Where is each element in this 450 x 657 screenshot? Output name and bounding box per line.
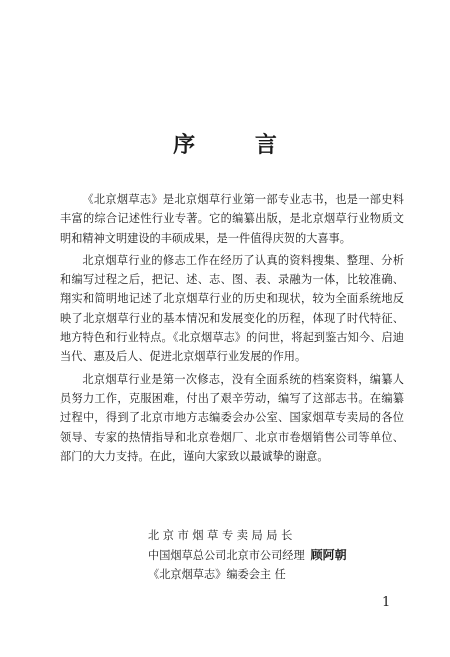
signature-block (148, 526, 428, 585)
signature-title-2-row (148, 546, 428, 566)
paragraph-2: 北京烟草行业的修志工作在经历了认真的资料搜集、整理、分析和编写过程之后，把记、述、志、图、表、录融为一体，比较准确、翔实和简明地记述了北京烟草行业的历史和现状，较为全面系统地反映了北京烟草行业的基本情况和发展变化的历程，体现了时代特征、地方特色和行业特点。《北京烟草志》的问世，将起到鉴古知今、启迪当代、惠及后人、促进北京烟草行业发展的作用。 (60, 253, 404, 364)
signature-title-3: 《北京烟草志》编委会主 任 (148, 568, 286, 581)
page-number: 1 (382, 595, 391, 610)
preface-body (60, 190, 404, 469)
signature-name: 顾阿朝 (310, 547, 347, 562)
signature-title-1: 北京市烟草专卖局局长 (148, 529, 296, 542)
paragraph-1: 《北京烟草志》是北京烟草行业第一部专业志书，也是一部史料丰富的综合记述性行业专著。它的编纂出版，是北京烟草行业物质文明和精神文明建设的丰硕成果，是一件值得庆贺的大喜事。 (60, 193, 404, 245)
signature-title-2: 中国烟草总公司北京市公司经理 (148, 548, 305, 562)
page-title: 序 言 (173, 133, 303, 158)
paragraph-3: 北京烟草行业是第一次修志，没有全面系统的档案资料，编纂人员努力工作，克服困难，付出了艰辛劳动，编写了这部志书。在编纂过程中，得到了北京市地方志编委会办公室、国家烟草专卖局的各位领导、专家的热情指导和北京卷烟厂、北京市卷烟销售公司等单位、部门的大力支持。在此，谨向大家致以最诚挚的谢意。 (60, 372, 404, 463)
